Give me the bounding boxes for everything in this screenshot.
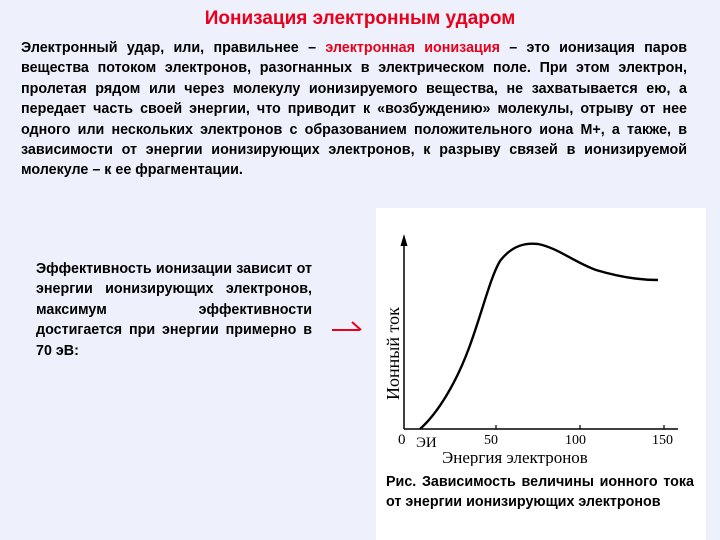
ion-current-figure [376, 208, 706, 466]
y-axis-arrowhead [401, 234, 408, 246]
x-tick-label-150: 150 [652, 433, 673, 448]
ion-current-plot [376, 208, 706, 466]
efficiency-paragraph: Эффективность ионизации зависит от энергии ионизирующих электронов, максимум эффективности достигается при энергии примерно в 70 эВ: [36, 261, 312, 359]
y-axis-label: Ионный ток [383, 307, 403, 400]
intro-text-start: Электронный удар, или, правильнее – [21, 40, 326, 56]
x-tick-label-100: 100 [565, 433, 586, 448]
figure-caption: Рис. Зависимость величины ионного тока от энергии ионизирующих электронов [386, 474, 694, 511]
slide-title: Ионизация электронным ударом [204, 8, 516, 29]
x-tick-label-50: 50 [484, 433, 498, 448]
intro-highlight-term: электронная ионизация [325, 40, 500, 56]
intro-paragraph [21, 38, 687, 181]
ion-current-curve [420, 244, 658, 429]
figure-caption-box [376, 466, 706, 540]
intro-text-end: – это ионизация паров вещества потоком электронов, разогнанных в электрическом поле. При этом электрон, пролетая рядом или через молекулу ионизируемого вещества, не захватывается ею, а передает часть своей энергии, что приводит к «возбуждению» молекулы, отрыву от нее одного или нескольких электронов с образованием положительного иона М+, а также, в зависимости от энергии ионизирующих электронов, к разрыву связей в ионизируемой молекуле – к ее фрагментации. [21, 40, 688, 179]
x-axis-label: Энергия электронов [442, 448, 588, 466]
arrow-right-icon [330, 318, 366, 338]
origin-label: 0 [398, 432, 406, 448]
onset-label: ЭИ [416, 435, 437, 451]
